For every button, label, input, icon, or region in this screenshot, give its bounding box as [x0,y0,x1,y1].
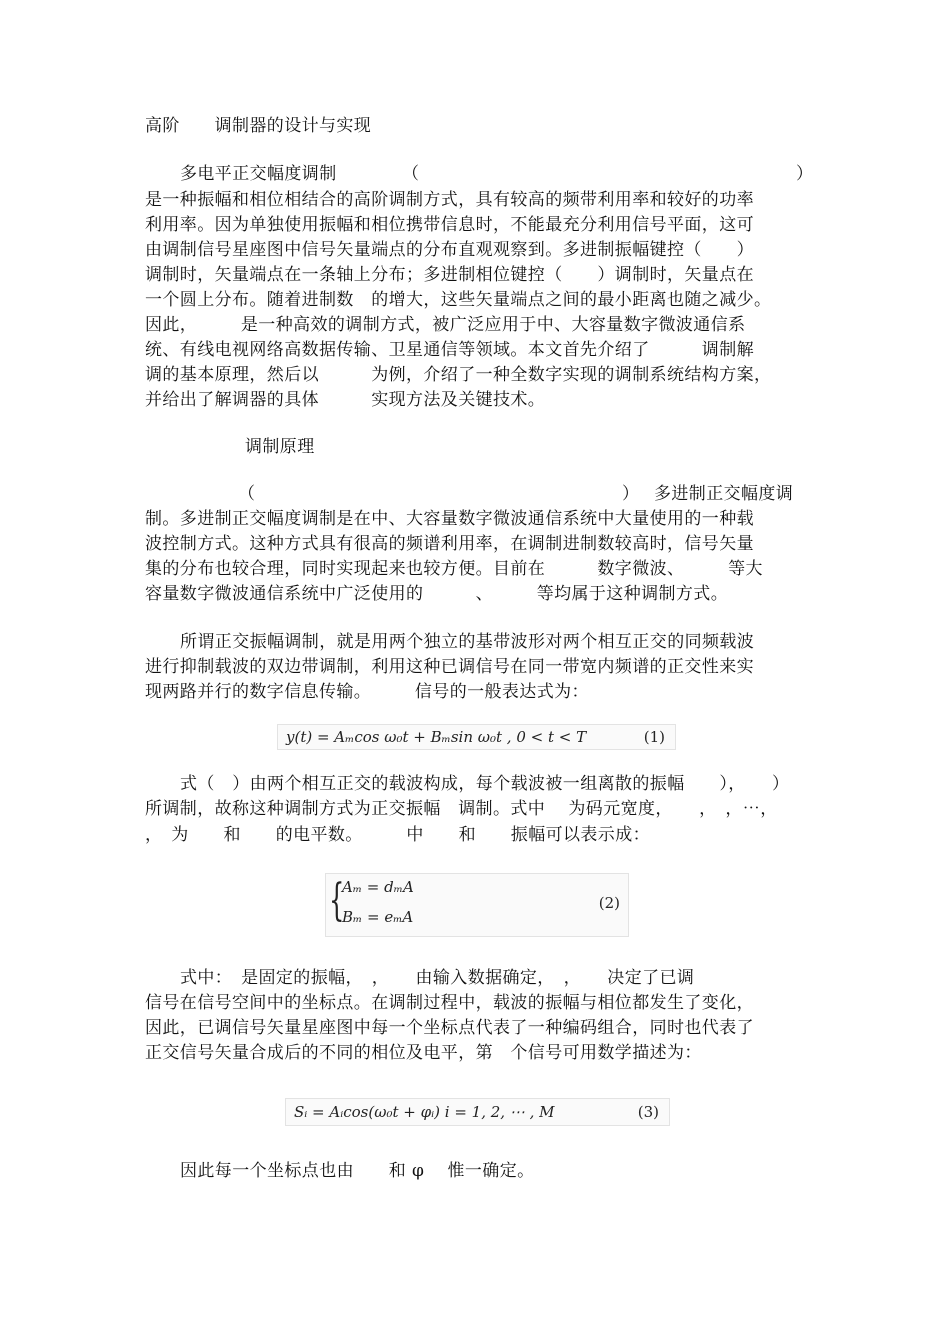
paren-close: ） [796,164,813,184]
paragraph-line: 集的分布也较合理，同时实现起来也较方便。目前在 数字微波、 等大 [145,559,763,579]
equation-2-line2: Bₘ = eₘA [342,908,414,926]
paragraph-line: 波控制方式。这种方式具有很高的频谱利用率，在调制进制数较高时，信号矢量 [145,534,754,554]
equation-1-number: (1) [643,728,665,746]
paragraph-line: 多进制正交幅度调 [654,484,794,504]
section-heading: 调制原理 [245,437,315,457]
page-title: 高阶 调制器的设计与实现 [145,116,372,136]
paragraph-line: 统、有线电视网络高数据传输、卫星通信等领域。本文首先介绍了 调制解 [145,340,754,360]
paren-open: （ [238,484,255,504]
equation-2-number: (2) [598,894,620,912]
paragraph-line: 调的基本原理，然后以 为例，介绍了一种全数字实现的调制系统结构方案， [145,365,772,385]
paragraph-line: 并给出了解调器的具体 实现方法及关键技术。 [145,390,546,410]
paragraph-line: 制。多进制正交幅度调制是在中、大容量数字微波通信系统中大量使用的一种载 [145,509,754,529]
paragraph-line: 因此每一个坐标点也由 和 φ 惟一确定。 [180,1161,535,1181]
paren-open: （ [402,164,419,184]
paragraph-line: 式（ ）由两个相互正交的载波构成，每个载波被一组离散的振幅 ）， ） [180,774,790,794]
paragraph-line: 现两路并行的数字信息传输。 信号的一般表达式为： [145,682,589,702]
paragraph-line: 容量数字微波通信系统中广泛使用的 、 等均属于这种调制方式。 [145,584,729,604]
paragraph-line: 是一种振幅和相位相结合的高阶调制方式，具有较高的频带利用率和较好的功率 [145,190,754,210]
paragraph-line: 因此， 是一种高效的调制方式，被广泛应用于中、大容量数字微波通信系 [145,315,746,335]
equation-1-image [277,724,676,750]
equation-2-line1: Aₘ = dₘA [342,878,414,896]
paragraph-line: 由调制信号星座图中信号矢量端点的分布直观观察到。多进制振幅键控（ ） [145,240,754,260]
paragraph-line: 信号在信号空间中的坐标点。在调制过程中，载波的振幅与相位都发生了变化， [145,993,754,1013]
equation-3-text: Sᵢ = Aᵢcos(ω₀t + φᵢ) i = 1, 2, ⋯ , M [294,1103,555,1121]
paragraph-line: 进行抑制载波的双边带调制，利用这种已调信号在同一带宽内频谱的正交性来实 [145,657,754,677]
paragraph-line: 多电平正交幅度调制 [180,164,337,184]
equation-3-number: (3) [637,1103,659,1121]
equation-3-image [285,1098,670,1126]
paragraph-line: 一个圆上分布。随着进制数 的增大，这些矢量端点之间的最小距离也随之减少。 [145,290,772,310]
paragraph-line: 所调制，故称这种调制方式为正交振幅 调制。式中 为码元宽度， ， ，⋯， [145,799,778,819]
paragraph-line: 利用率。因为单独使用振幅和相位携带信息时，不能最充分利用信号平面，这可 [145,215,754,235]
paragraph-line: 因此，已调信号矢量星座图中每一个坐标点代表了一种编码组合，同时也代表了 [145,1018,754,1038]
paragraph-line: 调制时，矢量端点在一条轴上分布；多进制相位键控（ ）调制时，矢量点在 [145,265,754,285]
equation-2-image [325,873,629,937]
left-brace-icon: { [329,875,345,926]
paragraph-line: 正交信号矢量合成后的不同的相位及电平，第 个信号可用数学描述为： [145,1043,702,1063]
paragraph-line: 式中： 是固定的振幅， ， 由输入数据确定， ， 决定了已调 [180,968,695,988]
paren-close: ） [622,484,639,504]
equation-1-text: y(t) = Aₘcos ω₀t + Bₘsin ω₀t , 0 < t < T [286,728,587,746]
paragraph-line: 所谓正交振幅调制，就是用两个独立的基带波形对两个相互正交的同频载波 [180,632,755,652]
paragraph-line: ， 为 和 的电平数。 中 和 振幅可以表示成： [145,825,650,845]
